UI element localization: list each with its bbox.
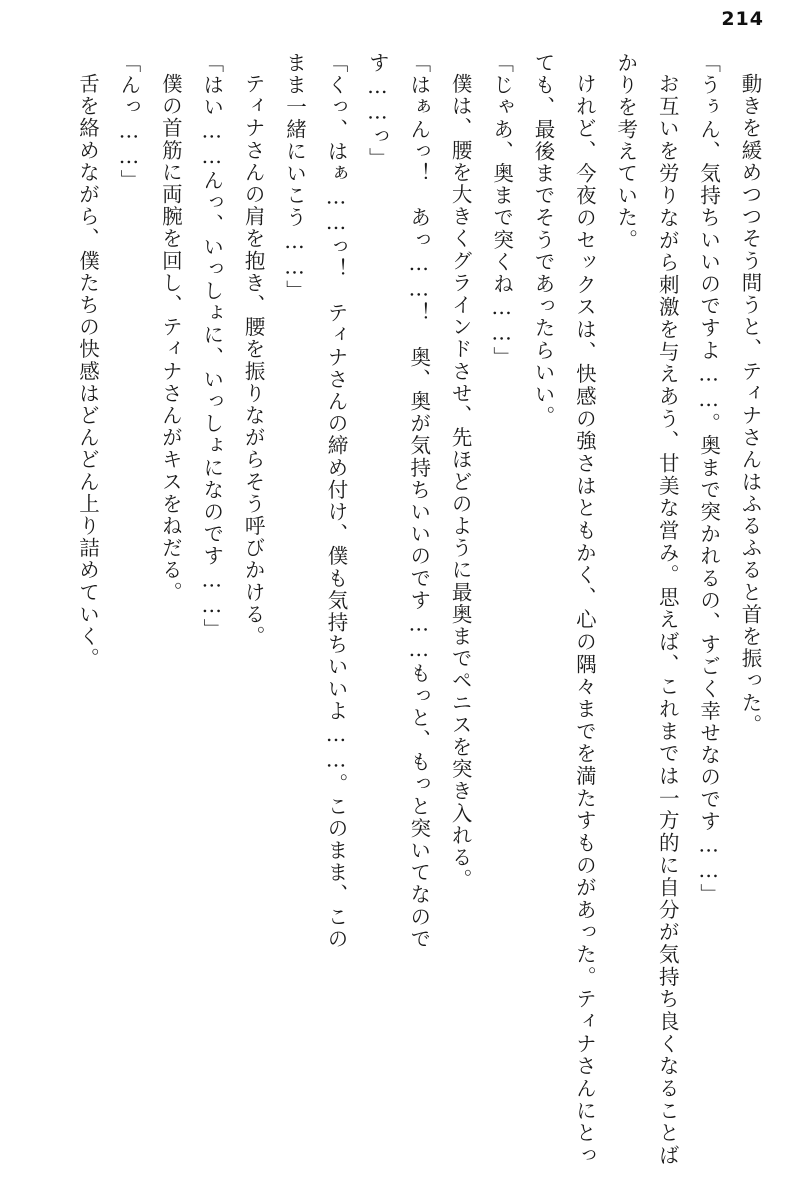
paragraph: 「うぅん、気持ちいいのですよ……。奥まで突かれるの、すごく幸せなのです……」 xyxy=(696,52,721,906)
paragraph: けれど、今夜のセックスは、快感の強さはともかく、心の隅々までを満たすものがあった。ティナさんにとっても、最後までそうであったらいい。 xyxy=(530,52,597,1166)
paragraph: まま一緒にいこう……」 xyxy=(282,52,307,303)
paragraph: 「はぁんっ！ あっ……！ 奥、奥が気持ちいいのです……もっと、もっと突いてなので xyxy=(406,52,431,950)
paragraph: 「くっ、はぁ……っ！ ティナさんの締め付け、僕も気持ちいいよ……。このまま、この xyxy=(323,52,348,950)
paragraph: 「じゃあ、奥まで突くね……」 xyxy=(489,52,514,369)
paragraph: 動きを緩めつつそう問うと、ティナさんはふるふると首を振った。 xyxy=(738,72,762,736)
paragraph: 「んっ……」 xyxy=(116,52,141,192)
paragraph: 僕の首筋に両腕を回し、ティナさんがキスをねだる。 xyxy=(158,72,183,603)
paragraph: お互いを労りながら刺激を与えあう、甘美な営み。思えば、これまでは一方的に自分が気持ち良くなることばかりを考えていた。 xyxy=(613,52,680,1166)
paragraph: 「はい……んっ、いっしょに、いっしょになのです……」 xyxy=(199,52,224,641)
page-text-body xyxy=(30,52,770,1166)
paragraph: ティナさんの肩を抱き、腰を振りながらそう呼びかける。 xyxy=(241,72,266,648)
paragraph: す……っ」 xyxy=(365,52,390,170)
paragraph: 僕は、腰を大きくグラインドさせ、先ほどのように最奥までペニスを突き入れる。 xyxy=(448,72,473,891)
paragraph: 舌を絡めながら、僕たちの快感はどんどん上り詰めていく。 xyxy=(75,72,100,670)
page-number: 214 xyxy=(721,8,764,30)
